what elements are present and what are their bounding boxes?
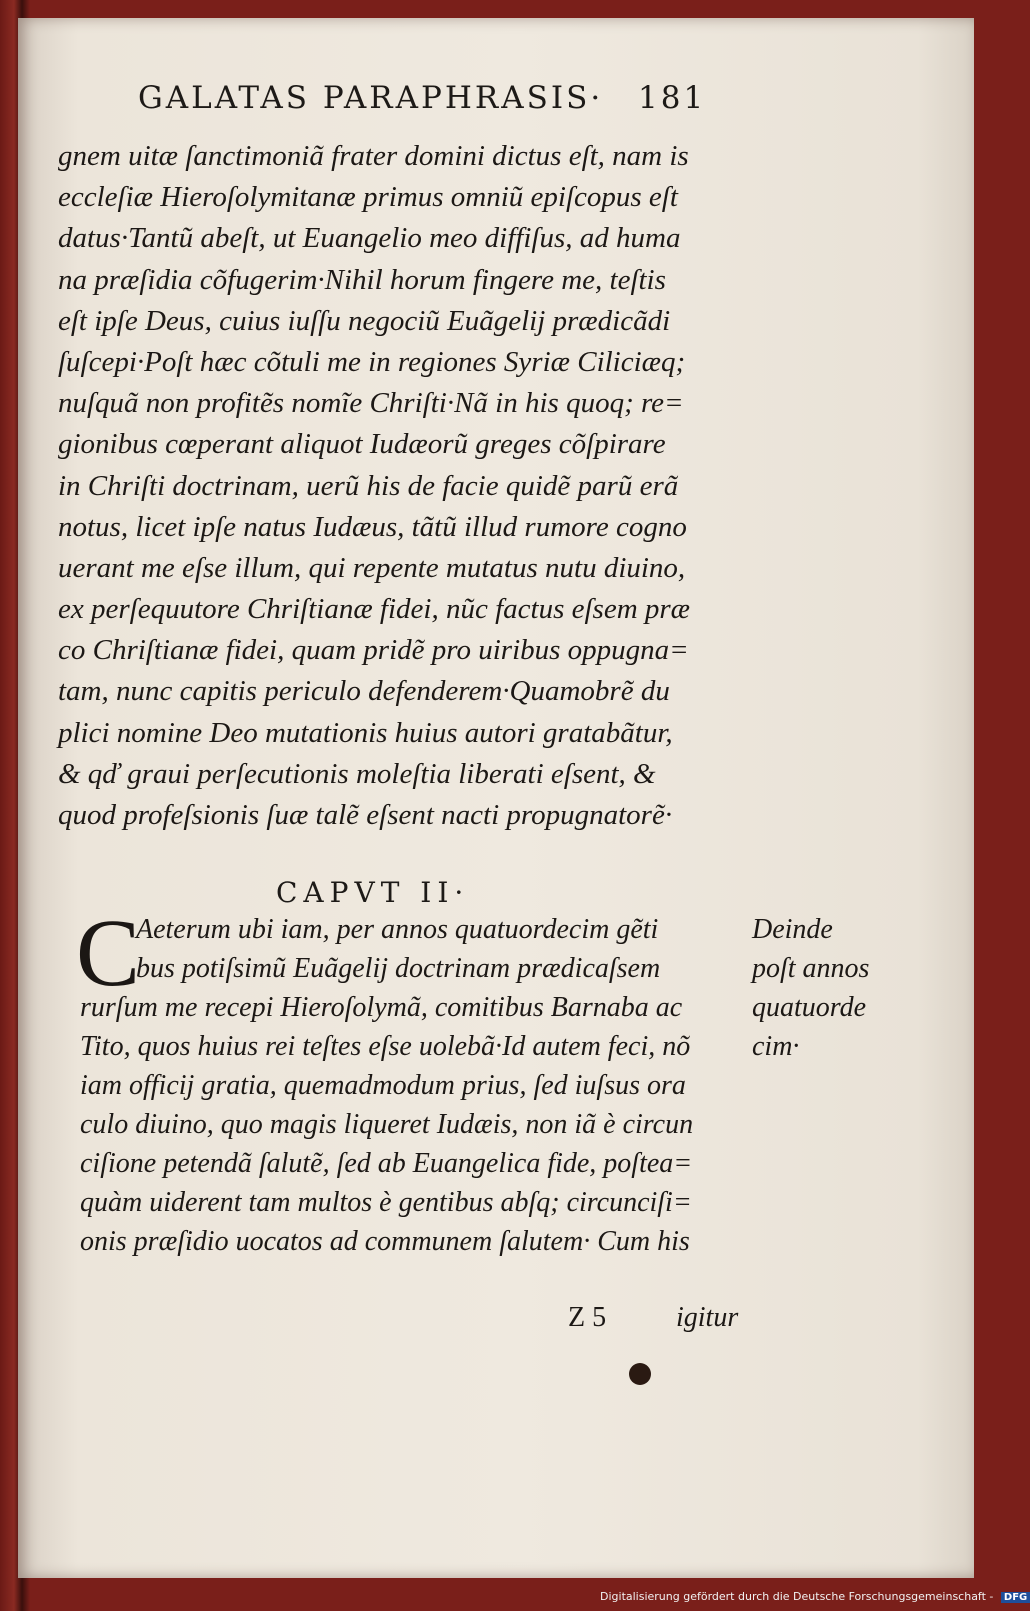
margin-note-line: Deinde <box>752 914 833 945</box>
text-line: gionibus cœperant aliquot Iudæorũ greges cõſpirare <box>58 428 666 461</box>
text-line: notus, licet ipſe natus Iudæus, tãtũ illud rumore cogno <box>58 510 687 543</box>
ink-blot <box>629 1363 651 1385</box>
margin-note-line: poſt annos <box>752 953 870 984</box>
chapter-text-block <box>80 910 760 1261</box>
text-line: onis præſidio uocatos ad communem ſalutem· Cum his <box>80 1226 690 1257</box>
chapter-heading: CAPVT II· <box>276 876 470 909</box>
text-line: iam officij gratia, quemadmodum prius, ſed iuſsus ora <box>80 1070 686 1101</box>
text-line: uerant me eſse illum, qui repente mutatus nutu diuino, <box>58 551 686 584</box>
signature-mark: Z 5 <box>568 1302 607 1333</box>
text-line: quàm uiderent tam multos è gentibus abſq; circunciſi= <box>80 1187 692 1218</box>
main-text-block <box>58 136 738 836</box>
text-line: bus potiſsimũ Euãgelij doctrinam prædicaſsem <box>136 953 661 984</box>
text-line: eſt ipſe Deus, cuius iuſſu negociũ Euãgelij prædicãdi <box>58 304 671 337</box>
text-line: na præſidia cõfugerim·Nihil horum fingere me, teſtis <box>58 263 666 296</box>
digitization-footer <box>600 1590 1028 1608</box>
dfg-logo: DFG <box>1001 1592 1030 1603</box>
drop-cap-initial: C <box>76 899 141 1006</box>
text-line: culo diuino, quo magis liqueret Iudæis, non iã è circun <box>80 1109 694 1140</box>
text-line: datus·Tantũ abeſt, ut Euangelio meo diffiſus, ad huma <box>58 222 681 255</box>
text-line: ſuſcepi·Poſt hæc cõtuli me in regiones Syriæ Ciliciæq; <box>58 345 686 378</box>
text-line: rurſum me recepi Hieroſolymã, comitibus Barnaba ac <box>80 992 683 1023</box>
text-line: co Chriſtianæ fidei, quam pridẽ pro uiribus oppugna= <box>58 634 689 667</box>
running-header <box>138 80 707 130</box>
text-line: quod profeſsionis ſuæ talẽ eſsent nacti propugnatorẽ· <box>58 799 673 831</box>
text-line: eccleſiæ Hieroſolymitanæ primus omniũ epiſcopus eſt <box>58 181 678 214</box>
text-line: gnem uitæ ſanctimoniã frater domini dictus eſt, nam is <box>58 140 689 172</box>
margin-note-line: cim· <box>752 1031 800 1062</box>
header-title: GALATAS PARAPHRASIS· <box>138 80 604 116</box>
text-line: Aeterum ubi iam, per annos quatuordecim gẽti <box>136 914 659 945</box>
margin-note-line: quatuorde <box>752 992 867 1023</box>
text-line: Tito, quos huius rei teſtes eſse uolebã·Id autem feci, nõ <box>80 1031 691 1062</box>
text-line: in Chriſti doctrinam, uerũ his de facie quidẽ parũ erã <box>58 469 679 502</box>
catchword: igitur <box>676 1302 739 1333</box>
footer-credit: Digitalisierung gefördert durch die Deutsche Forschungsgemeinschaft - <box>600 1590 994 1603</box>
text-line: ex perſequutore Chriſtianæ fidei, nũc factus eſsem præ <box>58 593 691 626</box>
signature-line <box>568 1302 768 1334</box>
marginal-note <box>752 910 902 1066</box>
text-line: ciſione petendã ſalutẽ, ſed ab Euangelica fide, poſtea= <box>80 1148 693 1179</box>
text-line: tam, nunc capitis periculo defenderem·Quamobrẽ du <box>58 675 670 708</box>
page-number: 181 <box>638 80 707 116</box>
text-line: & qď graui perſecutionis moleſtia liberati eſsent, & <box>58 757 656 790</box>
text-line: plici nomine Deo mutationis huius autori gratabãtur, <box>58 716 673 749</box>
text-line: nuſquã non profitẽs nomĩe Chriſti·Nã in his quoq; re= <box>58 387 684 420</box>
